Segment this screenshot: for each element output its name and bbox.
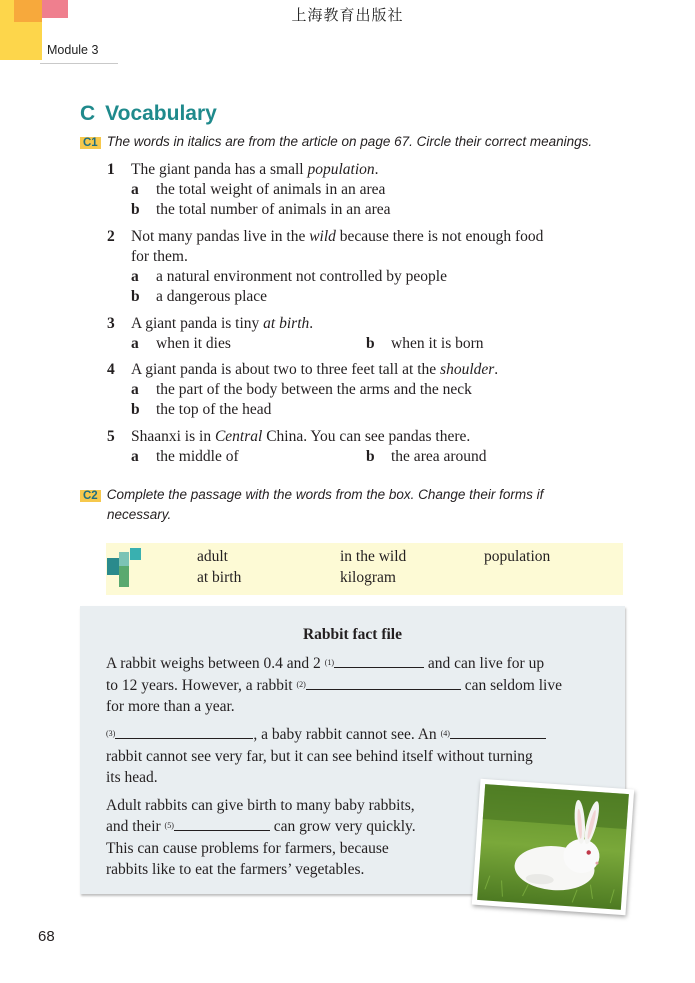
question-4 bbox=[107, 360, 498, 380]
question-2-option-b[interactable] bbox=[131, 287, 267, 307]
italic-word: population bbox=[307, 161, 375, 178]
option-letter: b bbox=[131, 201, 140, 218]
c1-instruction: The words in italics are from the article on page 67. Circle their correct meanings. bbox=[106, 134, 593, 149]
rabbit-image bbox=[472, 779, 634, 915]
italic-word: at birth bbox=[263, 315, 310, 332]
option-text: the part of the body between the arms and the neck bbox=[156, 381, 472, 398]
blank-marker-2: (2) bbox=[296, 680, 306, 689]
blank-marker-4: (4) bbox=[440, 729, 450, 738]
c2-instruction-line-2: necessary. bbox=[107, 507, 172, 522]
option-text: a natural environment not controlled by people bbox=[156, 268, 447, 285]
section-title bbox=[80, 102, 217, 126]
italic-word: Central bbox=[214, 428, 263, 445]
question-1-option-b[interactable] bbox=[131, 200, 391, 220]
question-5-option-b[interactable] bbox=[366, 447, 487, 467]
section-letter: C bbox=[80, 102, 96, 125]
c2-tag: C2 bbox=[80, 490, 101, 502]
option-letter: b bbox=[366, 448, 375, 465]
fact-file-line bbox=[106, 724, 546, 745]
word-box-decoration bbox=[107, 558, 119, 575]
question-4-option-b[interactable] bbox=[131, 400, 271, 420]
question-text-end: because there is not enough food bbox=[335, 228, 544, 245]
question-number: 4 bbox=[107, 361, 115, 378]
question-text-end: . bbox=[309, 315, 314, 332]
question-4-option-a[interactable] bbox=[131, 380, 472, 400]
option-text: the area around bbox=[391, 448, 487, 465]
blank-3[interactable] bbox=[115, 724, 253, 739]
word-box-decoration bbox=[119, 566, 129, 587]
section-name: Vocabulary bbox=[105, 102, 217, 125]
passage-text: and their bbox=[106, 818, 165, 835]
fact-file-line bbox=[106, 653, 544, 674]
word-option: at birth bbox=[197, 569, 242, 586]
question-2-option-a[interactable] bbox=[131, 267, 447, 287]
c2-instruction-line-1: Complete the passage with the words from the box. Change their forms if bbox=[106, 487, 544, 502]
question-3-option-a[interactable] bbox=[131, 334, 231, 354]
blank-marker-3: (3) bbox=[106, 729, 116, 738]
fact-file-line: rabbit cannot see very far, but it can see behind itself without turning bbox=[106, 748, 533, 765]
passage-text: , a baby rabbit cannot see. An bbox=[253, 726, 441, 743]
question-1-option-a[interactable] bbox=[131, 180, 385, 200]
question-2-line-2: for them. bbox=[131, 248, 188, 265]
question-number: 5 bbox=[107, 428, 115, 445]
italic-word: wild bbox=[309, 228, 336, 245]
word-box-decoration bbox=[119, 552, 129, 566]
question-3 bbox=[107, 314, 313, 334]
passage-text: and can live for up bbox=[424, 655, 545, 672]
question-1 bbox=[107, 160, 379, 180]
question-text-end: China. You can see pandas there. bbox=[262, 428, 471, 445]
question-5 bbox=[107, 427, 470, 447]
option-text: when it dies bbox=[156, 335, 231, 352]
option-letter: a bbox=[131, 335, 139, 352]
blank-5[interactable] bbox=[174, 816, 270, 831]
page-number: 68 bbox=[38, 928, 55, 945]
fact-file-line: its head. bbox=[106, 769, 158, 786]
c1-instruction-row bbox=[80, 134, 640, 149]
question-text: A giant panda is tiny bbox=[131, 315, 264, 332]
question-text: Shaanxi is in bbox=[131, 428, 215, 445]
question-3-option-b[interactable] bbox=[366, 334, 484, 354]
option-text: the total weight of animals in an area bbox=[156, 181, 386, 198]
c1-tag: C1 bbox=[80, 137, 101, 149]
option-letter: a bbox=[131, 181, 139, 198]
question-number: 3 bbox=[107, 315, 115, 332]
question-5-option-a[interactable] bbox=[131, 447, 239, 467]
fact-file-line: This can cause problems for farmers, because bbox=[106, 840, 389, 857]
passage-text: can seldom live bbox=[460, 677, 562, 694]
blank-4[interactable] bbox=[450, 724, 546, 739]
blank-2[interactable] bbox=[306, 675, 461, 690]
question-number: 2 bbox=[107, 228, 115, 245]
blank-marker-1: (1) bbox=[324, 658, 335, 667]
publisher-header: 上海教育出版社 bbox=[291, 8, 404, 24]
option-letter: b bbox=[366, 335, 375, 352]
blank-marker-5: (5) bbox=[164, 821, 174, 830]
option-letter: b bbox=[131, 288, 140, 305]
fact-file-line: rabbits like to eat the farmers’ vegetables. bbox=[106, 861, 365, 878]
rabbit-photo bbox=[472, 779, 634, 915]
word-box-decoration bbox=[130, 548, 141, 560]
question-number: 1 bbox=[107, 161, 115, 178]
option-text: the total number of animals in an area bbox=[156, 201, 391, 218]
question-text: The giant panda has a small bbox=[131, 161, 308, 178]
question-text-end: . bbox=[374, 161, 379, 178]
c2-instruction-row bbox=[80, 487, 543, 502]
option-text: the middle of bbox=[156, 448, 239, 465]
question-text-end: . bbox=[494, 361, 499, 378]
passage-text: to 12 years. However, a rabbit bbox=[106, 677, 297, 694]
question-2 bbox=[107, 227, 543, 247]
passage-text: A rabbit weighs between 0.4 and 2 bbox=[106, 655, 325, 672]
module-underline bbox=[40, 63, 118, 64]
italic-word: shoulder bbox=[440, 361, 495, 378]
word-option: kilogram bbox=[340, 569, 396, 586]
word-option: population bbox=[484, 548, 551, 565]
option-letter: a bbox=[131, 448, 139, 465]
module-label: Module 3 bbox=[47, 43, 99, 57]
fact-file-line: Adult rabbits can give birth to many baby rabbits, bbox=[106, 797, 415, 814]
word-option: adult bbox=[197, 548, 228, 565]
fact-file-line bbox=[106, 675, 562, 696]
question-text: A giant panda is about two to three feet tall at the bbox=[131, 361, 441, 378]
passage-text: can grow very quickly. bbox=[269, 818, 416, 835]
option-text: a dangerous place bbox=[156, 288, 268, 305]
fact-file-line bbox=[106, 816, 416, 837]
option-letter: b bbox=[131, 401, 140, 418]
option-text: when it is born bbox=[391, 335, 484, 352]
blank-1[interactable] bbox=[334, 653, 424, 668]
option-text: the top of the head bbox=[156, 401, 272, 418]
question-text: Not many pandas live in the bbox=[131, 228, 310, 245]
fact-file-line: for more than a year. bbox=[106, 698, 235, 715]
word-option: in the wild bbox=[340, 548, 407, 565]
option-letter: a bbox=[131, 381, 139, 398]
fact-file-title: Rabbit fact file bbox=[302, 626, 402, 643]
option-letter: a bbox=[131, 268, 139, 285]
